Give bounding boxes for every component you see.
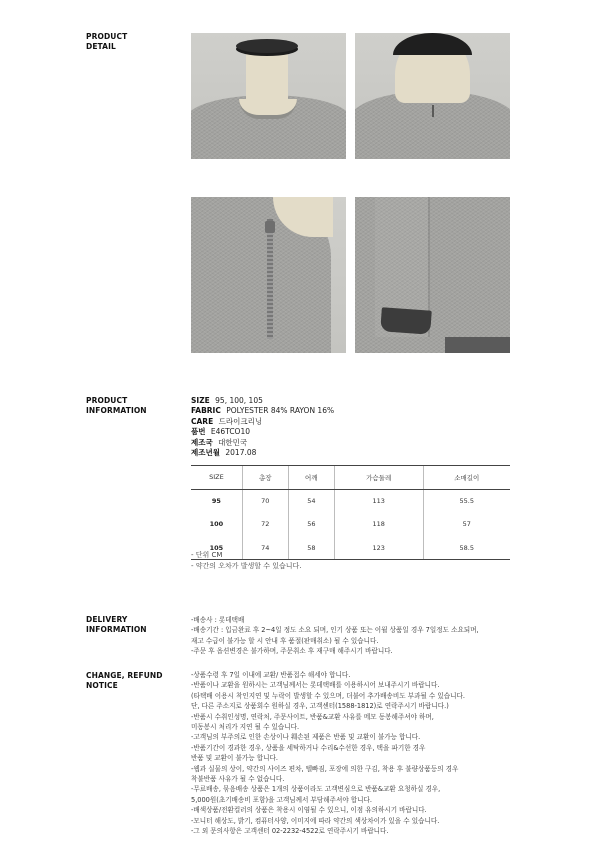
sleeve-cuff-photo [355, 197, 510, 353]
product-detail-heading: PRODUCT DETAIL [86, 32, 128, 51]
product-info-list [191, 396, 334, 458]
info-size: SIZE 95, 100, 105 [191, 396, 263, 405]
product-information-heading: PRODUCT INFORMATION [86, 396, 147, 415]
size-table [191, 465, 510, 560]
table-row: 95 70 54 113 55.5 [191, 489, 510, 513]
delivery-information-heading: DELIVERY INFORMATION [86, 615, 147, 634]
change-refund-text: -상품수령 후 7일 이내에 교환/ 반품접수 해세야 합니다. -반품이나 교환을 원하시는 고객님께서는 롯데택배를 이용하시어 보내주시기 바랍니다. (타택배 이용시 착인지연 및 누락이 발생할 수 있으며, 더불어 추가배송비도 부과될 수 있습니다. 단, 다른 주소지로 상품회수 원하실 경우, 고객센터(1588-1812)로 연락주시기 바랍니다.) -반품시 수취인성명, 연락처, 주문사이트, 반품&교환 사유를 메모 동봉해주셔야 하며, 미동봉시 처리가 지연 될 수 있습니다. -고객님의 부주의로 인한 손상이나 훼손된 제품은 반품 및 교환이 불가능 합니다. -반품기간이 경과한 경우, 상품을 세탁하거나 수리&수선한 경우, 택을 파기한 경우 반품 및 교환이 불가능 합니다. -웹과 실물의 상이, 약간의 사이즈 편차, 텔빠짐, 포장에 의한 구김, 착용 후 불량상품등의 경우 착불반품 사유가 될 수 없습니다. -무료배송, 묶음배송 상품은 1개의 상품이라도 고객변심으로 반품&교환 요청하실 경우, 5,000원(초기배송비 포함)을 고객님께서 부담해주셔야 합니다. -배색상품/전환컬러의 상품은 착용시 이염될 수 있으니, 이점 유의하시기 바랍니다. -모니터 해상도, 밝기, 컴퓨터사양, 이미지에 따라 약간의 색상차이가 있을 수 있습니다. -그 외 문의사항은 고객센터 02-2232-4522로 연락주시기 바랍니다. [191, 671, 465, 836]
info-product-number: 품번 E46TCO10 [191, 427, 250, 437]
front-neckline-photo [191, 33, 346, 159]
delivery-text: -배송사 : 롯데택배 -배송기간 : 입금완료 후 2~4일 정도 소요 되며, 인기 상품 또는 이월 상품일 경우 7일정도 소요되며, 재고 수급이 불가능 할 시 안내 후 품절(판매취소) 될 수 있습니다. -주문 후 옵션변경은 불가하며, 주문취소 후 재구매 해주시기 바랍니다. [191, 616, 479, 656]
header-sleeve: 소매길이 [423, 466, 510, 490]
info-manufacture-date: 제조년월 2017.08 [191, 448, 257, 458]
header-size: SIZE [191, 466, 242, 490]
info-fabric: FABRIC POLYESTER 84% RAYON 16% [191, 406, 335, 416]
table-row: 100 72 56 118 57 [191, 513, 510, 537]
header-shoulder: 어깨 [288, 466, 334, 490]
change-refund-heading: CHANGE, REFUND NOTICE [86, 671, 163, 690]
header-chest: 가슴둘레 [334, 466, 423, 490]
table-row: 105 74 58 123 58.5 [191, 536, 510, 560]
size-notes: - 단위 CM - 약간의 오차가 발생할 수 있습니다. [191, 551, 302, 570]
size-table-header [191, 466, 510, 490]
back-neckline-photo [355, 33, 510, 159]
info-country: 제조국 대한민국 [191, 437, 248, 447]
info-care: CARE 드라이크리닝 [191, 416, 263, 426]
header-length: 총장 [242, 466, 288, 490]
back-zipper-photo [191, 197, 346, 353]
